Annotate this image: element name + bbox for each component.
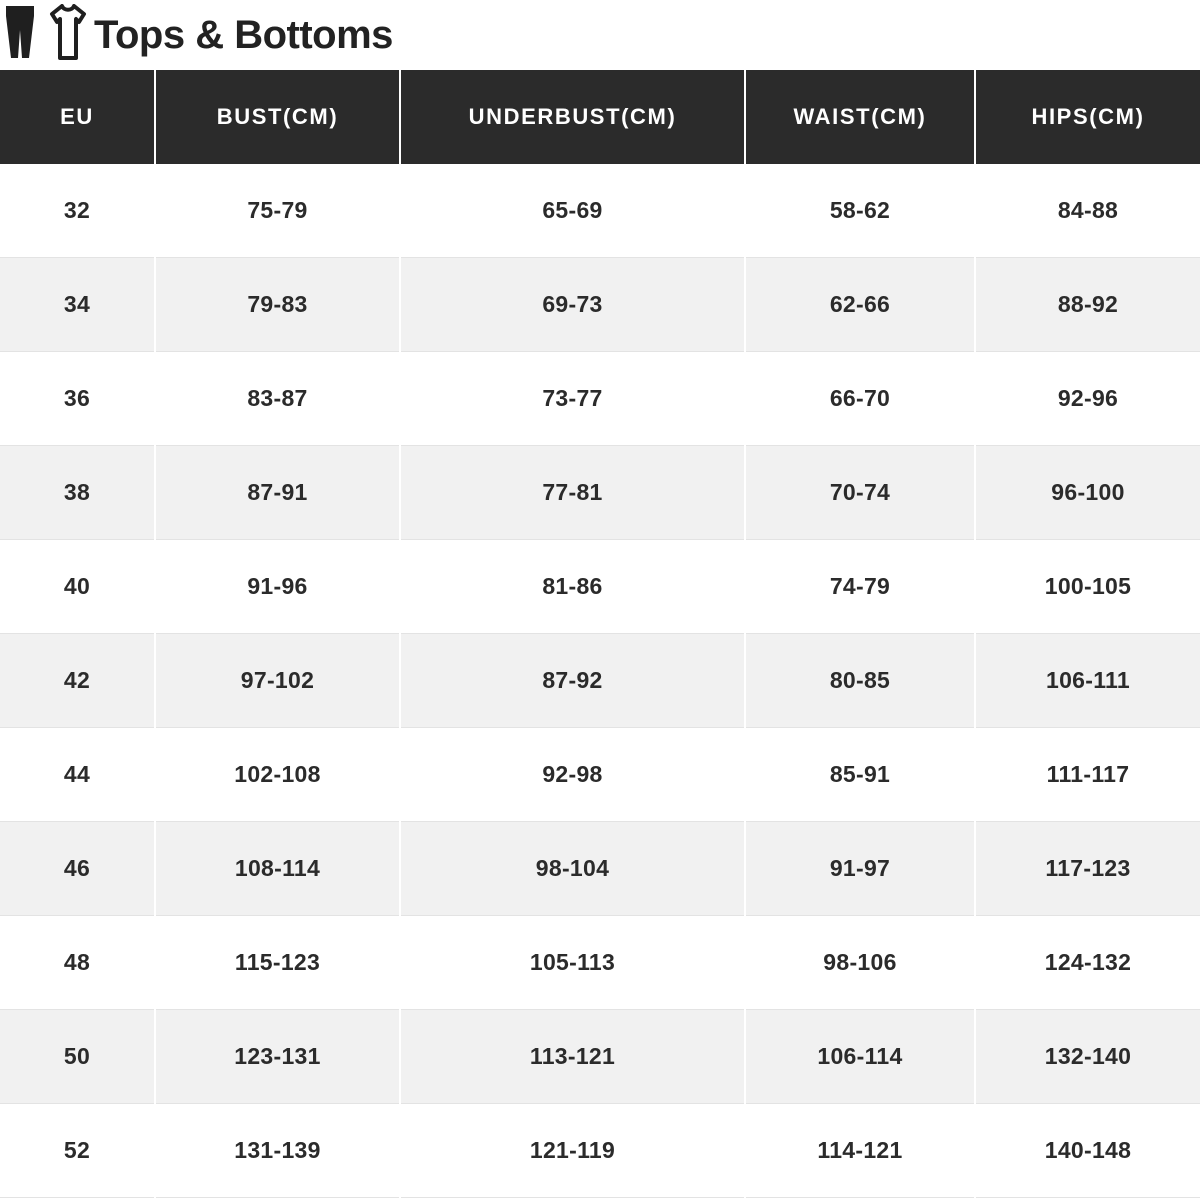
tshirt-and-pants-icon — [4, 4, 90, 60]
cell-bust: 115-123 — [155, 916, 400, 1010]
cell-underbust: 87-92 — [400, 634, 745, 728]
table-row — [0, 634, 1200, 728]
cell-eu: 52 — [0, 1104, 155, 1198]
cell-hips: 106-111 — [975, 634, 1200, 728]
cell-bust: 102-108 — [155, 728, 400, 822]
cell-bust: 75-79 — [155, 164, 400, 258]
column-header-waist: WAIST(CM) — [745, 70, 975, 164]
cell-eu: 38 — [0, 446, 155, 540]
cell-waist: 58-62 — [745, 164, 975, 258]
column-header-underbust: UNDERBUST(CM) — [400, 70, 745, 164]
page-header — [0, 0, 1200, 70]
cell-underbust: 121-119 — [400, 1104, 745, 1198]
cell-waist: 70-74 — [745, 446, 975, 540]
cell-hips: 117-123 — [975, 822, 1200, 916]
cell-eu: 34 — [0, 258, 155, 352]
cell-hips: 88-92 — [975, 258, 1200, 352]
cell-underbust: 98-104 — [400, 822, 745, 916]
cell-waist: 66-70 — [745, 352, 975, 446]
cell-bust: 79-83 — [155, 258, 400, 352]
cell-bust: 91-96 — [155, 540, 400, 634]
table-header-row — [0, 70, 1200, 164]
cell-hips: 100-105 — [975, 540, 1200, 634]
cell-hips: 96-100 — [975, 446, 1200, 540]
table-row — [0, 540, 1200, 634]
cell-eu: 50 — [0, 1010, 155, 1104]
cell-eu: 32 — [0, 164, 155, 258]
table-row — [0, 446, 1200, 540]
cell-underbust: 81-86 — [400, 540, 745, 634]
cell-bust: 131-139 — [155, 1104, 400, 1198]
cell-hips: 111-117 — [975, 728, 1200, 822]
cell-waist: 106-114 — [745, 1010, 975, 1104]
table-body — [0, 164, 1200, 1198]
cell-waist: 62-66 — [745, 258, 975, 352]
cell-eu: 36 — [0, 352, 155, 446]
table-row — [0, 352, 1200, 446]
cell-underbust: 105-113 — [400, 916, 745, 1010]
cell-eu: 42 — [0, 634, 155, 728]
cell-underbust: 113-121 — [400, 1010, 745, 1104]
table-row — [0, 822, 1200, 916]
table-row — [0, 916, 1200, 1010]
cell-underbust: 92-98 — [400, 728, 745, 822]
cell-bust: 83-87 — [155, 352, 400, 446]
table-row — [0, 258, 1200, 352]
cell-bust: 123-131 — [155, 1010, 400, 1104]
cell-hips: 124-132 — [975, 916, 1200, 1010]
cell-underbust: 65-69 — [400, 164, 745, 258]
cell-hips: 140-148 — [975, 1104, 1200, 1198]
cell-waist: 91-97 — [745, 822, 975, 916]
cell-hips: 132-140 — [975, 1010, 1200, 1104]
column-header-bust: BUST(CM) — [155, 70, 400, 164]
cell-underbust: 77-81 — [400, 446, 745, 540]
cell-waist: 85-91 — [745, 728, 975, 822]
cell-bust: 108-114 — [155, 822, 400, 916]
cell-waist: 74-79 — [745, 540, 975, 634]
column-header-hips: HIPS(CM) — [975, 70, 1200, 164]
cell-underbust: 73-77 — [400, 352, 745, 446]
table-row — [0, 728, 1200, 822]
cell-eu: 48 — [0, 916, 155, 1010]
size-chart-table — [0, 70, 1200, 1198]
cell-eu: 44 — [0, 728, 155, 822]
table-row — [0, 164, 1200, 258]
cell-waist: 114-121 — [745, 1104, 975, 1198]
column-header-eu: EU — [0, 70, 155, 164]
page-title: Tops & Bottoms — [94, 13, 393, 57]
table-row — [0, 1104, 1200, 1198]
cell-eu: 46 — [0, 822, 155, 916]
cell-underbust: 69-73 — [400, 258, 745, 352]
cell-bust: 97-102 — [155, 634, 400, 728]
cell-bust: 87-91 — [155, 446, 400, 540]
cell-waist: 98-106 — [745, 916, 975, 1010]
cell-eu: 40 — [0, 540, 155, 634]
cell-waist: 80-85 — [745, 634, 975, 728]
table-header — [0, 70, 1200, 164]
table-row — [0, 1010, 1200, 1104]
cell-hips: 84-88 — [975, 164, 1200, 258]
cell-hips: 92-96 — [975, 352, 1200, 446]
